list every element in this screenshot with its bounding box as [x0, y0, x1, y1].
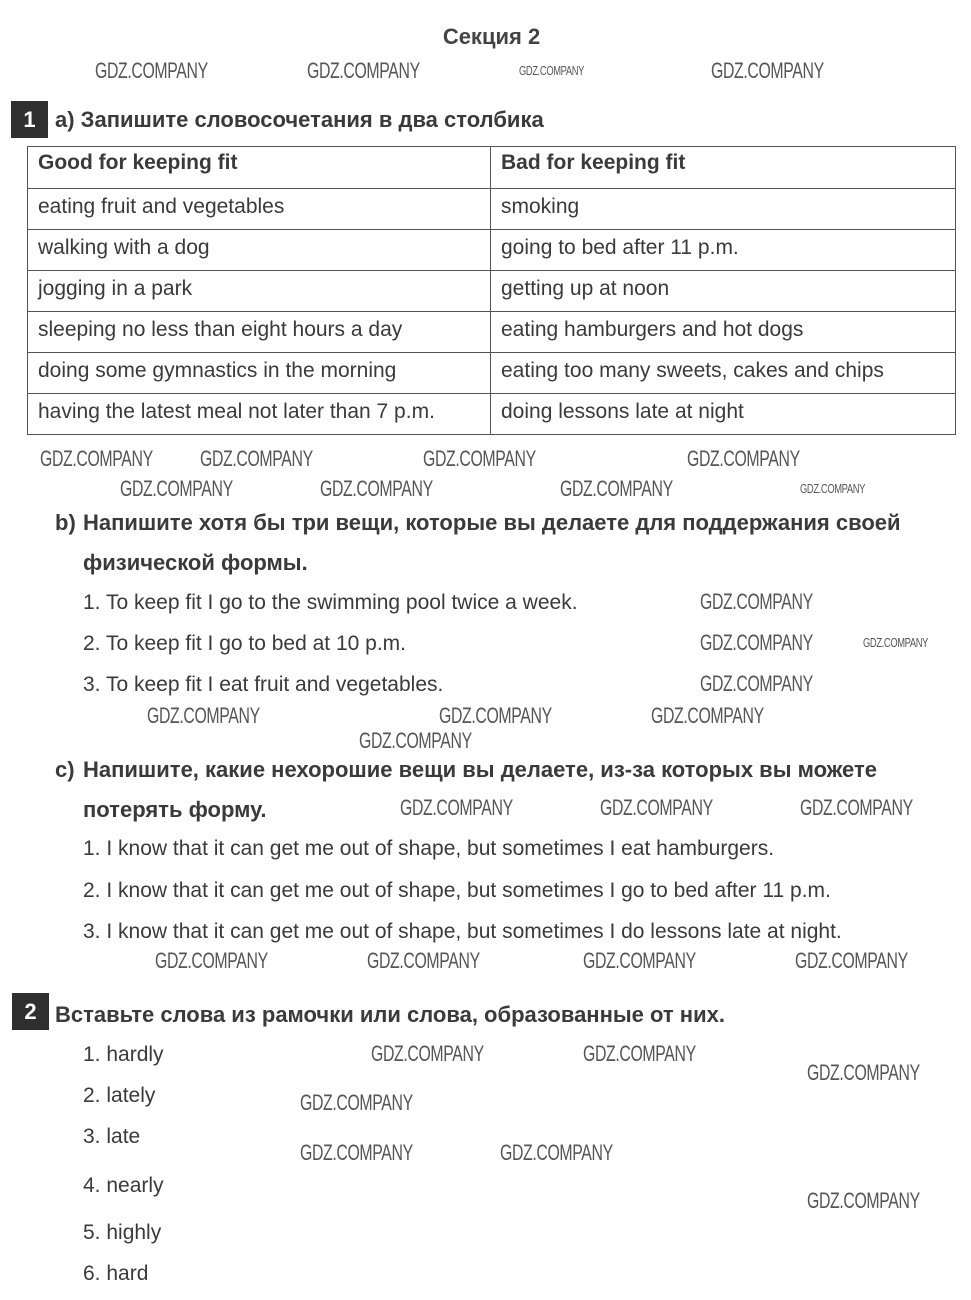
bad-cell: eating hamburgers and hot dogs [491, 312, 956, 353]
task-number-badge: 1 [11, 101, 48, 138]
task2-heading: Вставьте слова из рамочки или слова, образованные от них. [55, 1002, 725, 1027]
task1b-label: b) [55, 510, 76, 535]
answer-item: 1. To keep fit I go to the swimming pool twice a week. [83, 591, 578, 614]
bad-cell: getting up at noon [491, 271, 956, 312]
watermark-text: GDZ.COMPANY [651, 703, 764, 728]
page-title: Секция 2 [442, 24, 541, 49]
watermark-text: GDZ.COMPANY [155, 948, 268, 973]
answer-item: 3. To keep fit I eat fruit and vegetables. [83, 673, 444, 696]
task1c-label: c) [55, 757, 75, 782]
answer-item: 1. hardly [83, 1043, 164, 1066]
watermark-text: GDZ.COMPANY [300, 1140, 413, 1165]
watermark-text: GDZ.COMPANY [800, 795, 913, 820]
bad-cell: going to bed after 11 p.m. [491, 230, 956, 271]
good-cell: having the latest meal not later than 7 p.m. [28, 394, 491, 435]
watermark-text: GDZ.COMPANY [400, 795, 513, 820]
watermark-text: GDZ.COMPANY [700, 589, 813, 614]
task1a-heading: a) Запишите словосочетания в два столбика [55, 107, 544, 132]
watermark-text: GDZ.COMPANY [795, 948, 908, 973]
watermark-text: GDZ.COMPANY [807, 1060, 920, 1085]
task1c-heading-line1: Напишите, какие нехорошие вещи вы делаете, из-за которых вы можете [83, 757, 877, 782]
answer-item: 1. I know that it can get me out of shape, but sometimes I eat hamburgers. [83, 837, 775, 860]
answer-item: 2. I know that it can get me out of shape, but sometimes I go to bed after 11 p.m. [83, 879, 831, 902]
watermark-text: GDZ.COMPANY [583, 948, 696, 973]
table-row [28, 353, 956, 394]
watermark-text: GDZ.COMPANY [367, 948, 480, 973]
answer-item: 3. late [83, 1125, 141, 1148]
watermark-text: GDZ.COMPANY [583, 1041, 696, 1066]
watermark-text: GDZ.COMPANY [95, 58, 208, 83]
bad-cell: eating too many sweets, cakes and chips [491, 353, 956, 394]
watermark-text: GDZ.COMPANY [120, 476, 233, 501]
watermark-text: GDZ.COMPANY [320, 476, 433, 501]
fitness-table [27, 146, 956, 435]
task-number-badge: 2 [12, 993, 49, 1030]
watermark-text: GDZ.COMPANY [307, 58, 420, 83]
column-header-bad: Bad for keeping fit [491, 147, 956, 189]
watermark-text: GDZ.COMPANY [500, 1140, 613, 1165]
watermark-text: GDZ.COMPANY [147, 703, 260, 728]
bad-cell: doing lessons late at night [491, 394, 956, 435]
watermark-text: GDZ.COMPANY [519, 63, 585, 78]
task1c-heading-line2: потерять форму. [83, 797, 267, 822]
watermark-text: GDZ.COMPANY [439, 703, 552, 728]
answer-item: 6. hard [83, 1262, 149, 1285]
table-row [28, 394, 956, 435]
task1b-heading-line1: Напишите хотя бы три вещи, которые вы делаете для поддержания своей [83, 510, 901, 535]
watermark-text: GDZ.COMPANY [40, 446, 153, 471]
column-header-good: Good for keeping fit [28, 147, 491, 189]
watermark-text: GDZ.COMPANY [600, 795, 713, 820]
watermark-text: GDZ.COMPANY [200, 446, 313, 471]
good-cell: sleeping no less than eight hours a day [28, 312, 491, 353]
answer-item: 4. nearly [83, 1174, 164, 1197]
watermark-text: GDZ.COMPANY [863, 635, 929, 650]
answer-item: 3. I know that it can get me out of shape, but sometimes I do lessons late at night. [83, 920, 842, 943]
table-row [28, 271, 956, 312]
watermark-text: GDZ.COMPANY [359, 728, 472, 753]
good-cell: eating fruit and vegetables [28, 189, 491, 230]
watermark-text: GDZ.COMPANY [700, 671, 813, 696]
watermark-text: GDZ.COMPANY [687, 446, 800, 471]
watermark-text: GDZ.COMPANY [800, 481, 866, 496]
task1b-heading-line2: физической формы. [83, 550, 308, 575]
table-row [28, 312, 956, 353]
answer-item: 5. highly [83, 1221, 162, 1244]
table-row [28, 230, 956, 271]
watermark-text: GDZ.COMPANY [371, 1041, 484, 1066]
watermark-text: GDZ.COMPANY [700, 630, 813, 655]
bad-cell: smoking [491, 189, 956, 230]
table-row [28, 189, 956, 230]
answer-item: 2. To keep fit I go to bed at 10 p.m. [83, 632, 406, 655]
good-cell: jogging in a park [28, 271, 491, 312]
good-cell: walking with a dog [28, 230, 491, 271]
watermark-text: GDZ.COMPANY [423, 446, 536, 471]
watermark-text: GDZ.COMPANY [711, 58, 824, 83]
watermark-text: GDZ.COMPANY [560, 476, 673, 501]
table-header-row [28, 147, 956, 189]
watermark-text: GDZ.COMPANY [807, 1188, 920, 1213]
answer-item: 2. lately [83, 1084, 156, 1107]
watermark-text: GDZ.COMPANY [300, 1090, 413, 1115]
good-cell: doing some gymnastics in the morning [28, 353, 491, 394]
